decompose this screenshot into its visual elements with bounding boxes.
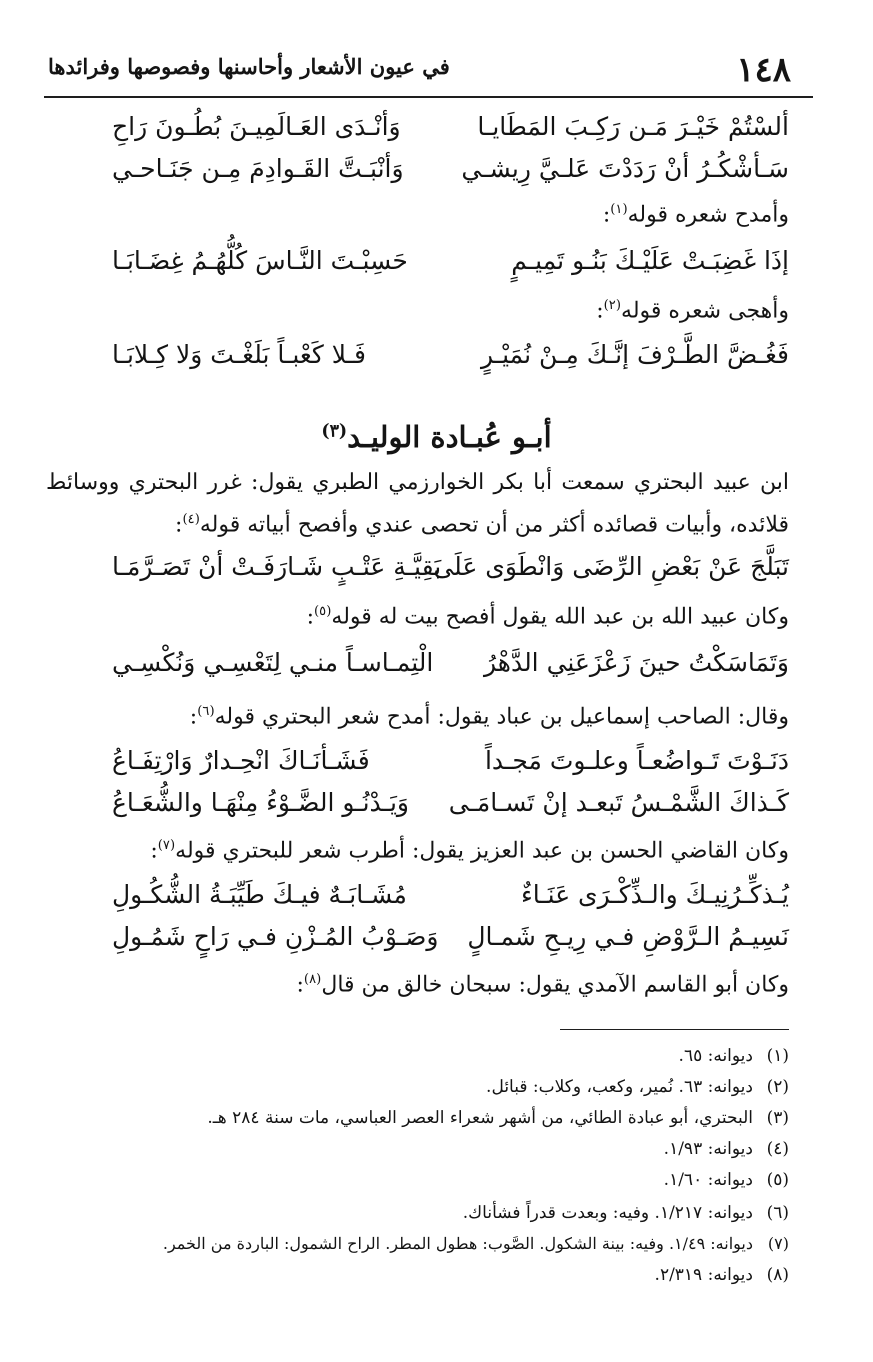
verse-7-second-hemistich: فَشَـأنَـاكَ انْحِـدارٌ وَارْتِفَـاعُ	[112, 746, 370, 775]
footnote-ref-4: (٤)	[182, 512, 200, 527]
footnote-2	[486, 1077, 789, 1097]
verse-1-first-hemistich: ألسْتُمْ خَيْـرَ مَـن رَكِـبَ المَطَايـا	[477, 112, 789, 141]
footnote-text: ديوانه: ٦٥.	[678, 1046, 753, 1066]
footnote-text: ديوانه: ١/٤٩. وفيه: بينة الشكول. الصَّوب: هطول المطر. الراح الشمول: الباردة من الخمر.	[162, 1234, 753, 1253]
verse-10-second-hemistich: وَصَـوْبُ المُـزْنِ فـي رَاحٍ شَمُـولِ	[112, 922, 439, 951]
verse-5-second-hemistich: بَقِيَّـةِ عَتْـبٍ شَـارَفَـتْ أنْ تَصَـرَّمَـا	[112, 552, 442, 581]
footnote-ref-2: (٢)	[603, 298, 622, 313]
verse-7-first-hemistich: دَنَـوْتَ تَـواضُعـاً وعلـوتَ مَجـداً	[484, 746, 789, 775]
prose-line-6: وكان القاضي الحسن بن عبد العزيز يقول: أطرب شعر للبحتري قوله$^{(٧)}$:	[150, 838, 789, 864]
footnote-number: (٢)	[766, 1077, 789, 1097]
footnote-text: ديوانه: ١/٢١٧. وفيه: وبعدت قدراً فشأناك.	[462, 1203, 753, 1223]
prose-line-3b: قلائده، وأبيات قصائده أكثر من أن تحصى عندي وأفصح أبياته قوله$^{(٤)}$:	[175, 512, 789, 538]
verse-6-first-hemistich: وَتَمَاسَكْتُ حينَ زَعْزَعَنِي الدَّهْرُ	[483, 648, 789, 677]
verse-4-second-hemistich: فَـلا كَعْبـاً بَلَغْـتَ وَلا كِـلابَـا	[112, 340, 366, 369]
verse-6-second-hemistich: الْتِمـاسـاً منـي لِتَعْسِـي وَنُكْسِـي	[112, 648, 434, 677]
verse-8-second-hemistich: وَيَـدْنُـو الضَّـوْءُ مِنْهَـا والشُّعَـاعُ	[112, 788, 410, 817]
verse-9-second-hemistich: مُشَـابَـهٌ فيـكَ طَيِّبَـةُ الشُّكُـولِ	[112, 880, 407, 909]
footnote-number: (٦)	[766, 1203, 789, 1223]
verse-2-second-hemistich: وَأنْبَـتَّ القَـوادِمَ مِـن جَنَـاحـي	[112, 154, 404, 183]
footnote-number: (٨)	[766, 1265, 789, 1285]
footnote-rule	[560, 1029, 789, 1030]
footnote-1	[679, 1046, 789, 1066]
footnote-text: البحتري، أبو عبادة الطائي، من أشهر شعراء العصر العباسي، مات سنة ٢٨٤ هـ.	[207, 1108, 753, 1128]
verse-3-first-hemistich: إذَا غَضِبَـتْ عَلَيْـكَ بَنُـو تَمِيـمٍ	[511, 246, 789, 275]
footnote-text: ديوانه: ١/٦٠.	[663, 1170, 753, 1190]
footnote-number: (٣)	[766, 1108, 789, 1128]
prose-line-3a: ابن عبيد البحتري سمعت أبا بكر الخوارزمي الطبري يقول: غرر البحتري ووسائط	[46, 470, 789, 495]
header-rule	[44, 96, 813, 98]
verse-5-first-hemistich: تَبَلَّجَ عَنْ بَعْضِ الرِّضَى وَانْطَوَى عَلَى	[433, 552, 789, 581]
prose-line-5: وقال: الصاحب إسماعيل بن عباد يقول: أمدح شعر البحتري قوله$^{(٦)}$:	[189, 704, 789, 730]
page-number: ١٤٨	[736, 50, 791, 90]
prose-line-4: وكان عبيد الله بن عبد الله يقول أفصح بيت له قوله$^{(٥)}$:	[306, 604, 789, 630]
footnote-6	[463, 1203, 789, 1223]
footnote-4	[664, 1139, 789, 1159]
verse-2-first-hemistich: سَـأشْكُـرُ أنْ رَدَدْتَ عَلـيَّ رِيشـي	[461, 154, 789, 183]
footnote-8	[655, 1265, 789, 1285]
footnote-7	[163, 1234, 789, 1253]
prose-line-1: وأمدح شعره قوله$^{(١)}$:	[602, 202, 789, 228]
footnote-ref-7: (٧)	[157, 838, 176, 853]
footnote-3	[207, 1108, 789, 1128]
footnote-ref-3: (٣)	[321, 421, 348, 442]
verse-8-first-hemistich: كَـذاكَ الشَّمْـسُ تَبعـد إنْ تَسـامَـى	[448, 788, 789, 817]
footnote-ref-8: (٨)	[303, 972, 322, 987]
verse-4-first-hemistich: فَغُـضَّ الطَّـرْفَ إنَّـكَ مِـنْ نُمَيْـرٍ	[481, 340, 789, 369]
footnote-number: (٤)	[766, 1139, 789, 1159]
footnote-number: (١)	[766, 1046, 789, 1066]
footnote-5	[664, 1170, 789, 1190]
prose-line-2: وأهجى شعره قوله$^{(٢)}$:	[596, 298, 789, 324]
footnote-ref-1: (١)	[610, 202, 628, 217]
footnote-ref-6: (٦)	[197, 704, 215, 719]
footnote-text: ديوانه: ١/٩٣.	[663, 1139, 753, 1159]
section-heading: أبـو عُبـادة الوليـد$^{(٣)}$	[321, 420, 552, 454]
prose-line-7: وكان أبو القاسم الآمدي يقول: سبحان خالق من قال$^{(٨)}$:	[296, 972, 789, 998]
footnote-ref-5: (٥)	[314, 604, 332, 619]
verse-1-second-hemistich: وَأنْـدَى العَـالَمِيـنَ بُطُـونَ رَاحِ	[112, 112, 401, 141]
footnote-number: (٧)	[767, 1234, 789, 1253]
verse-9-first-hemistich: يُـذكِّـرُنِيـكَ والـذِّكْـرَى عَنَـاءٌ	[520, 880, 789, 909]
footnote-text: ديوانه: ٦٣. نُمير، وكعب، وكلاب: قبائل.	[486, 1077, 753, 1097]
verse-10-first-hemistich: نَسِيـمُ الـرَّوْضِ فـي رِيـحِ شَمـالٍ	[467, 922, 789, 951]
footnote-text: ديوانه: ٢/٣١٩.	[654, 1265, 753, 1285]
running-title: في عيون الأشعار وأحاسنها وفصوصها وفرائدها	[48, 54, 450, 79]
verse-3-second-hemistich: حَسِبْـتَ النَّـاسَ كُلُّهُـمُ غِضَـابَـا	[112, 246, 408, 275]
footnote-number: (٥)	[766, 1170, 789, 1190]
